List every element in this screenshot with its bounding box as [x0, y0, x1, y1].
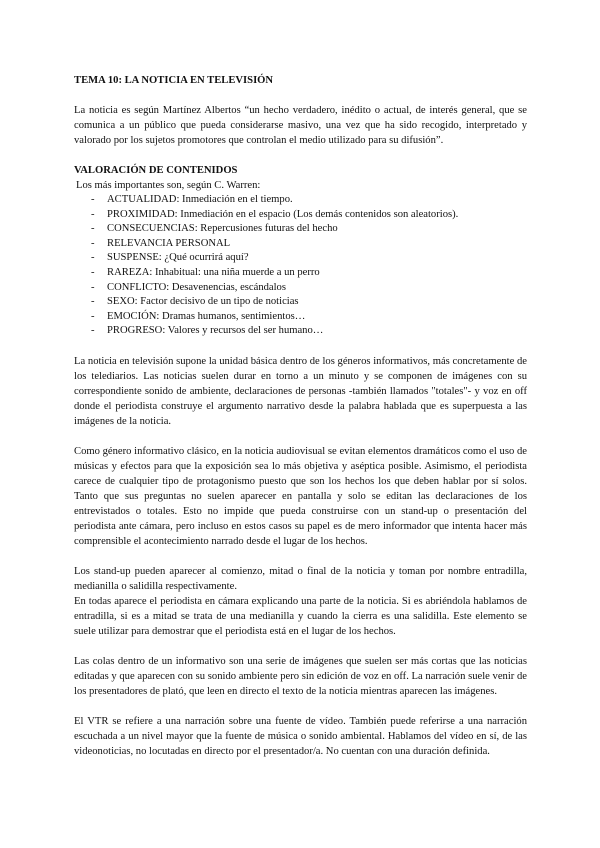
- list-dash: -: [91, 310, 95, 322]
- body-paragraph-stand-up: Los stand-up pueden aparecer al comienzo, mitad o final de la noticia y toman por nombre entradilla, medianilla o salidilla respectivamente.: [74, 565, 527, 592]
- list-item-text: Inmediación en el espacio (Los demás contenidos son aleatorios).: [177, 208, 459, 220]
- list-dash: -: [91, 266, 95, 278]
- list-item-key: CONSECUENCIAS:: [107, 223, 198, 235]
- list-item-key: PROGRESO:: [107, 325, 166, 337]
- list-item-key: EMOCIÓN:: [107, 310, 160, 322]
- list-item-key: SEXO:: [107, 296, 138, 308]
- list-item: [74, 193, 527, 208]
- valoracion-intro: Los más importantes son, según C. Warren:: [76, 180, 261, 191]
- spacer: [74, 148, 527, 163]
- list-item-text: Factor decisivo de un tipo de noticias: [137, 296, 299, 308]
- list-dash: -: [91, 281, 95, 293]
- list-item-key: ACTUALIDAD:: [107, 194, 180, 205]
- body-paragraph-entradilla: En todas aparece el periodista en cámara explicando una parte de la noticia. Si es abriéndola hablamos de entradilla, si es a mitad se trata de una medianilla y cuando la cierra es una salidilla. Este elemento se suele utilizar para demostrar que el periodista está en el lugar de los hechos.: [74, 595, 527, 637]
- body-paragraph-vtr: El VTR se refiere a una narración sobre una fuente de vídeo. También puede referirse a una narración escuchada a un nivel mayor que la fuente de música o sonido ambiental. Hablamos del vídeo en sí, de las videonoticias, no locutadas en directo por el presentador/a. No cuentan con una duración definida.: [74, 715, 527, 757]
- list-dash: -: [91, 296, 95, 308]
- body-paragraph-colas: Las colas dentro de un informativo son una serie de imágenes que suelen ser más cortas que las noticias editadas y que aparecen con su sonido ambiente pero sin edición de voz en off. La narración suele venir de los presentadores de plató, que leen en directo el texto de la noticia mientras aparecen las imágenes.: [74, 655, 527, 697]
- body-paragraph-noticia-tv: La noticia en televisión supone la unidad básica dentro de los géneros informativos, más concretamente de los telediarios. Las noticias suelen durar en torno a un minuto y se componen de imágenes con su correspondiente sonido de ambiente, declaraciones de personas -también llamados "totales"- y voz en off donde el periodista construye el argumento narrativo desde la palabra hablada que es superpuesta a las imágenes de la noticia.: [74, 355, 527, 427]
- spacer: [74, 339, 527, 354]
- document-page: [74, 73, 527, 759]
- list-item-key: RELEVANCIA PERSONAL: [107, 237, 231, 249]
- list-item-text: Desavenencias, escándalos: [169, 281, 286, 293]
- list-item: [74, 281, 527, 296]
- list-item: [74, 251, 527, 266]
- section-heading-valoracion: VALORACIÓN DE CONTENIDOS: [74, 165, 238, 176]
- body-paragraph-genero-clasico: Como género informativo clásico, en la noticia audiovisual se evitan elementos dramáticos como el uso de músicas y efectos para que la exposición sea lo más objetiva y aséptica posible. Asimismo, el periodista carece de cualquier tipo de protagonismo puesto que son los hechos los que deben hablar por sí solos. Tanto que sus preguntas no suelen aparecer en pantalla y solo se editan las declaraciones de los entrevistados o totales. Esto no impide que pueda construirse con un stand-up o presentación del periodista ante cámara, pero incluso en estos casos su papel es de mero informador que intenta hacer más comprensible el acontecimiento narrado desde el lugar de los hechos.: [74, 445, 527, 547]
- document-title: TEMA 10: LA NOTICIA EN TELEVISIÓN: [74, 75, 274, 86]
- list-item-text: Valores y recursos del ser humano…: [165, 325, 324, 337]
- spacer: [74, 549, 527, 564]
- list-dash: -: [91, 194, 95, 205]
- list-item-text: Repercusiones futuras del hecho: [197, 223, 338, 235]
- list-item-text: Inmediación en el tiempo.: [179, 194, 293, 205]
- list-item-text: Dramas humanos, sentimientos…: [159, 310, 306, 322]
- spacer: [74, 429, 527, 444]
- list-dash: -: [91, 325, 95, 337]
- list-item-key: CONFLICTO:: [107, 281, 170, 293]
- list-item-text: ¿Qué ocurrirá aquí?: [161, 252, 249, 264]
- list-dash: -: [91, 237, 95, 249]
- list-item: [74, 324, 527, 339]
- list-item: [74, 295, 527, 310]
- spacer: [74, 639, 527, 654]
- list-dash: -: [91, 208, 95, 220]
- list-dash: -: [91, 223, 95, 235]
- list-item: [74, 266, 527, 281]
- spacer: [74, 699, 527, 714]
- list-dash: -: [91, 252, 95, 264]
- valoracion-list: [74, 193, 527, 339]
- list-item: [74, 208, 527, 223]
- list-item-key: PROXIMIDAD:: [107, 208, 178, 220]
- definition-paragraph: La noticia es según Martínez Albertos “un hecho verdadero, inédito o actual, de interés general, que se comunica a un público que pueda considerarse masivo, una vez que ha sido recogido, interpretado y valorado por los sujetos promotores que controlan el medio utilizado para su difusión”.: [74, 105, 527, 146]
- list-item-text: Inhabitual: una niña muerde a un perro: [152, 266, 320, 278]
- list-item: [74, 237, 527, 252]
- list-item-key: RAREZA:: [107, 266, 153, 278]
- list-item: [74, 222, 527, 237]
- list-item-key: SUSPENSE:: [107, 252, 162, 264]
- list-item: [74, 310, 527, 325]
